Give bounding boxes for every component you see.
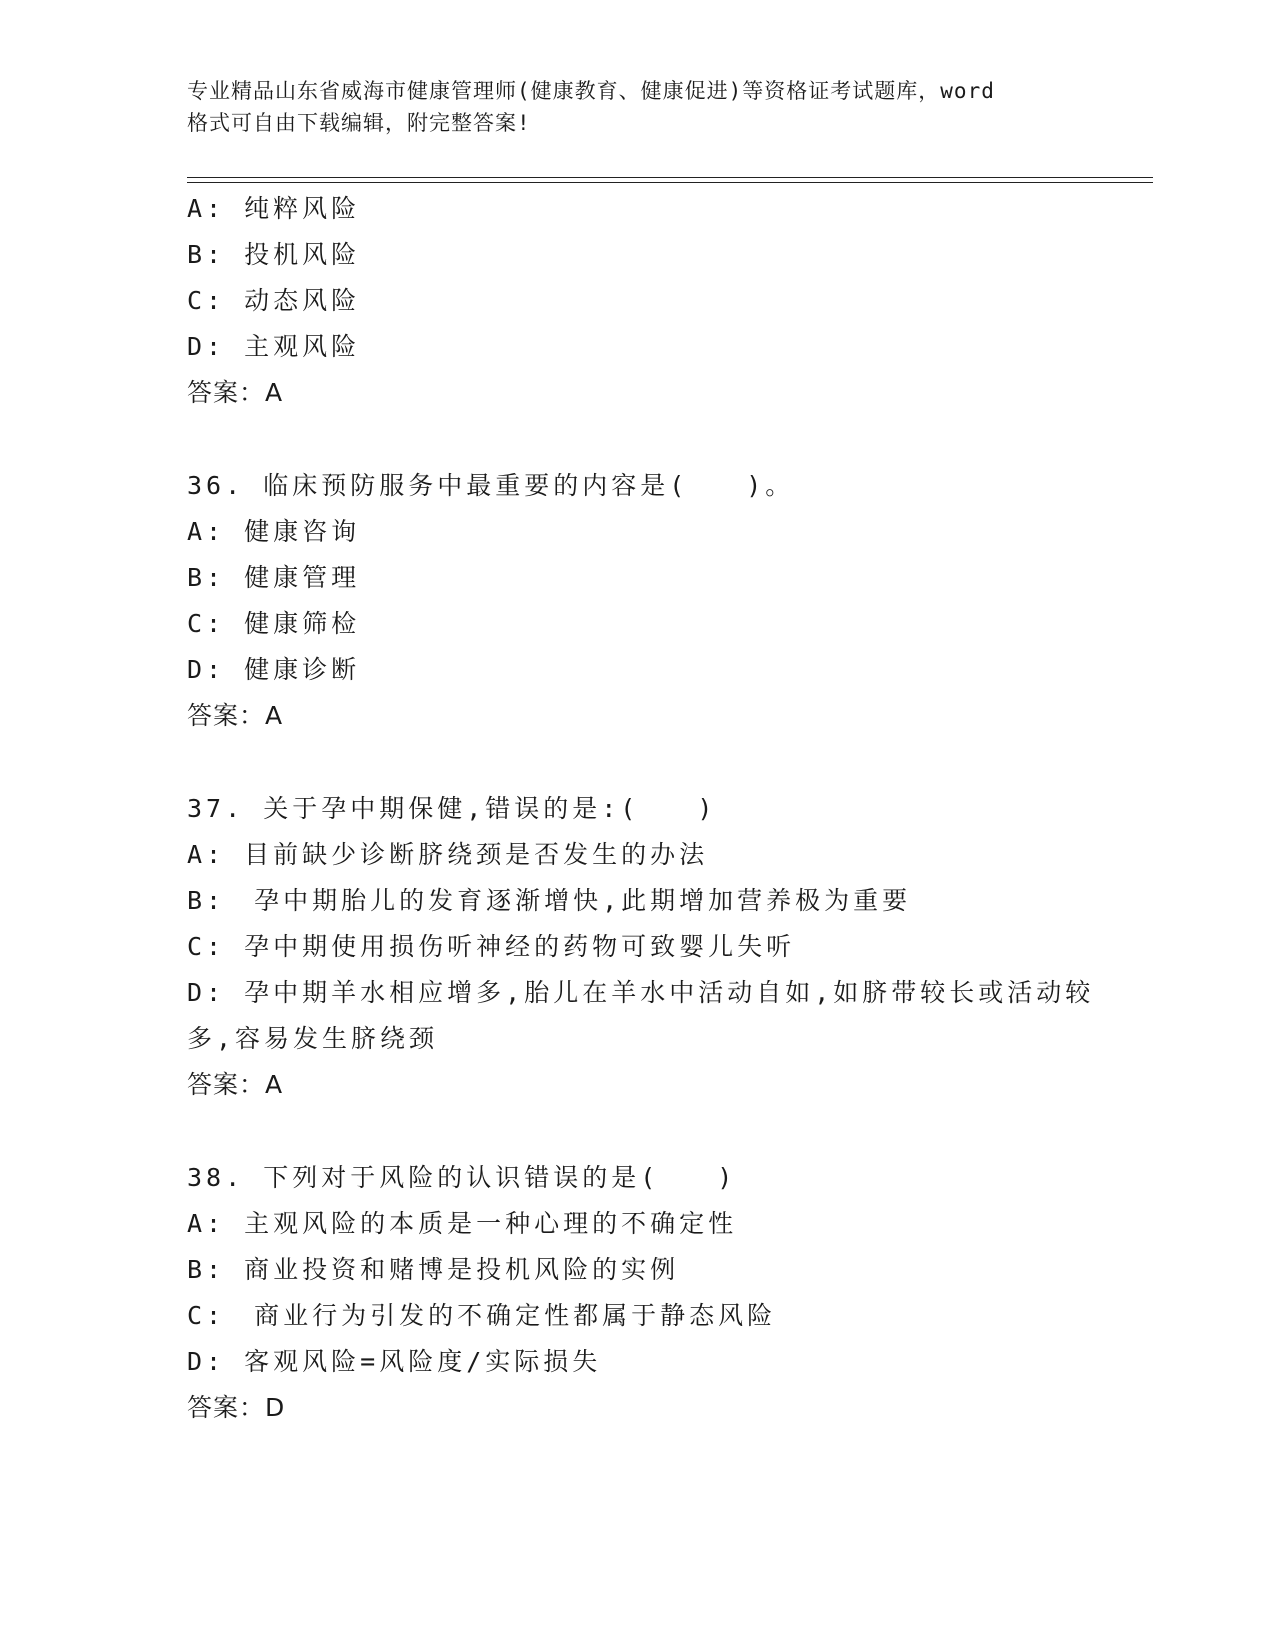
answer: 答案：D [187,1393,286,1422]
option-c: C: 健康筛检 [187,609,361,638]
question-stem: 36. 临床预防服务中最重要的内容是( )。 [187,471,795,500]
question-35 [187,186,1087,416]
option-c: C: 商业行为引发的不确定性都属于静态风险 [187,1301,777,1330]
option-d: D: 客观风险=风险度/实际损失 [187,1347,602,1376]
question-stem: 37. 关于孕中期保健,错误的是:( ) [187,794,717,823]
document-header [187,75,1087,139]
option-a: A: 目前缺少诊断脐绕颈是否发生的办法 [187,840,709,869]
header-line-2: 格式可自由下载编辑，附完整答案! [187,111,531,135]
header-divider-bottom [187,182,1153,183]
header-line-1: 专业精品山东省威海市健康管理师(健康教育、健康促进)等资格证考试题库，word [187,79,995,103]
option-d: D: 孕中期羊水相应增多,胎儿在羊水中活动自如,如脐带较长或活动较 [187,978,1095,1007]
option-b: B: 孕中期胎儿的发育逐渐增快,此期增加营养极为重要 [187,886,912,915]
option-a: A: 主观风险的本质是一种心理的不确定性 [187,1209,738,1238]
answer: 答案：A [187,378,284,407]
question-38 [187,1155,1087,1431]
option-d: D: 健康诊断 [187,655,361,684]
question-37 [187,786,1095,1108]
question-stem: 38. 下列对于风险的认识错误的是( ) [187,1163,737,1192]
option-c: C: 动态风险 [187,286,361,315]
option-d: D: 主观风险 [187,332,361,361]
option-b: B: 健康管理 [187,563,361,592]
header-divider-top [187,177,1153,178]
option-b: B: 投机风险 [187,240,361,269]
answer: 答案：A [187,701,284,730]
option-a: A: 纯粹风险 [187,194,361,223]
question-36 [187,463,1087,739]
option-a: A: 健康咨询 [187,517,361,546]
answer: 答案：A [187,1070,284,1099]
option-d-continued: 多,容易发生脐绕颈 [187,1024,439,1053]
option-b: B: 商业投资和赌博是投机风险的实例 [187,1255,680,1284]
option-c: C: 孕中期使用损伤听神经的药物可致婴儿失听 [187,932,796,961]
